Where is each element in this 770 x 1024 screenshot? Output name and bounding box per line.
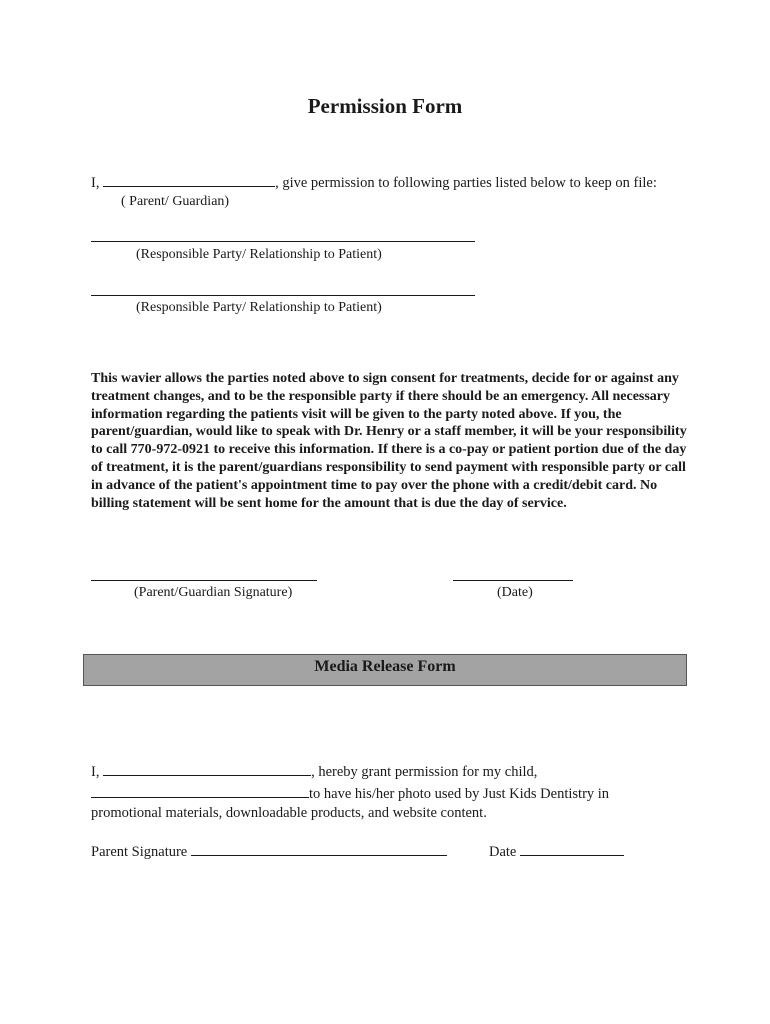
responsible-party-field-1[interactable] (91, 241, 475, 242)
responsible-party-field-2[interactable] (91, 295, 475, 296)
media-line-3: promotional materials, downloadable products, and website content. (91, 805, 487, 821)
parent-signature-row (91, 843, 447, 861)
media-line-1 (91, 763, 537, 781)
wavier-paragraph: This wavier allows the parties noted above to sign consent for treatments, decide for or against any treatment changes, and to be the responsible party if there should be an emergency. All necessary information regarding the patients visit will be given to the party noted above. If you, the parent/guardian, would like to speak with Dr. Henry or a staff member, it will be your responsibility to call 770-972-0921 to receive this information. If there is a co-pay or patient portion due of the day of treatment, it is the parent/guardians responsibility to send payment with responsible party or call in advance of the patient's appointment time to pay over the phone with a credit/debit card. No billing statement will be sent home for the amount that is due the day of service. (91, 371, 687, 511)
parent-guardian-caption: ( Parent/ Guardian) (121, 194, 230, 209)
signature-date-field[interactable] (453, 580, 573, 581)
responsible-party-caption-2: (Responsible Party/ Relationship to Patient) (136, 300, 382, 315)
parent-signature-field[interactable] (191, 843, 447, 856)
date-label: Date (489, 844, 517, 860)
date-row (489, 843, 624, 861)
permission-prefix: I, (91, 175, 100, 191)
guardian-signature-caption: (Parent/Guardian Signature) (134, 585, 293, 600)
parent-guardian-name-field[interactable] (103, 174, 275, 187)
media-child-name-field[interactable] (91, 785, 309, 798)
media-release-header: Media Release Form (83, 654, 687, 686)
permission-line (91, 174, 657, 192)
permission-suffix: , give permission to following parties listed below to keep on file: (275, 175, 657, 191)
signature-date-caption: (Date) (497, 585, 533, 600)
media-line-2 (91, 785, 609, 803)
date-field[interactable] (520, 843, 624, 856)
guardian-signature-field[interactable] (91, 580, 317, 581)
media-parent-name-field[interactable] (103, 763, 311, 776)
media-line-2-suffix: to have his/her photo used by Just Kids Dentistry in (309, 786, 610, 802)
media-line-1-suffix: , hereby grant permission for my child, (311, 764, 538, 780)
media-line-1-prefix: I, (91, 764, 100, 780)
responsible-party-caption-1: (Responsible Party/ Relationship to Patient) (136, 247, 382, 262)
page-title: Permission Form (307, 94, 463, 118)
parent-signature-label: Parent Signature (91, 844, 188, 860)
